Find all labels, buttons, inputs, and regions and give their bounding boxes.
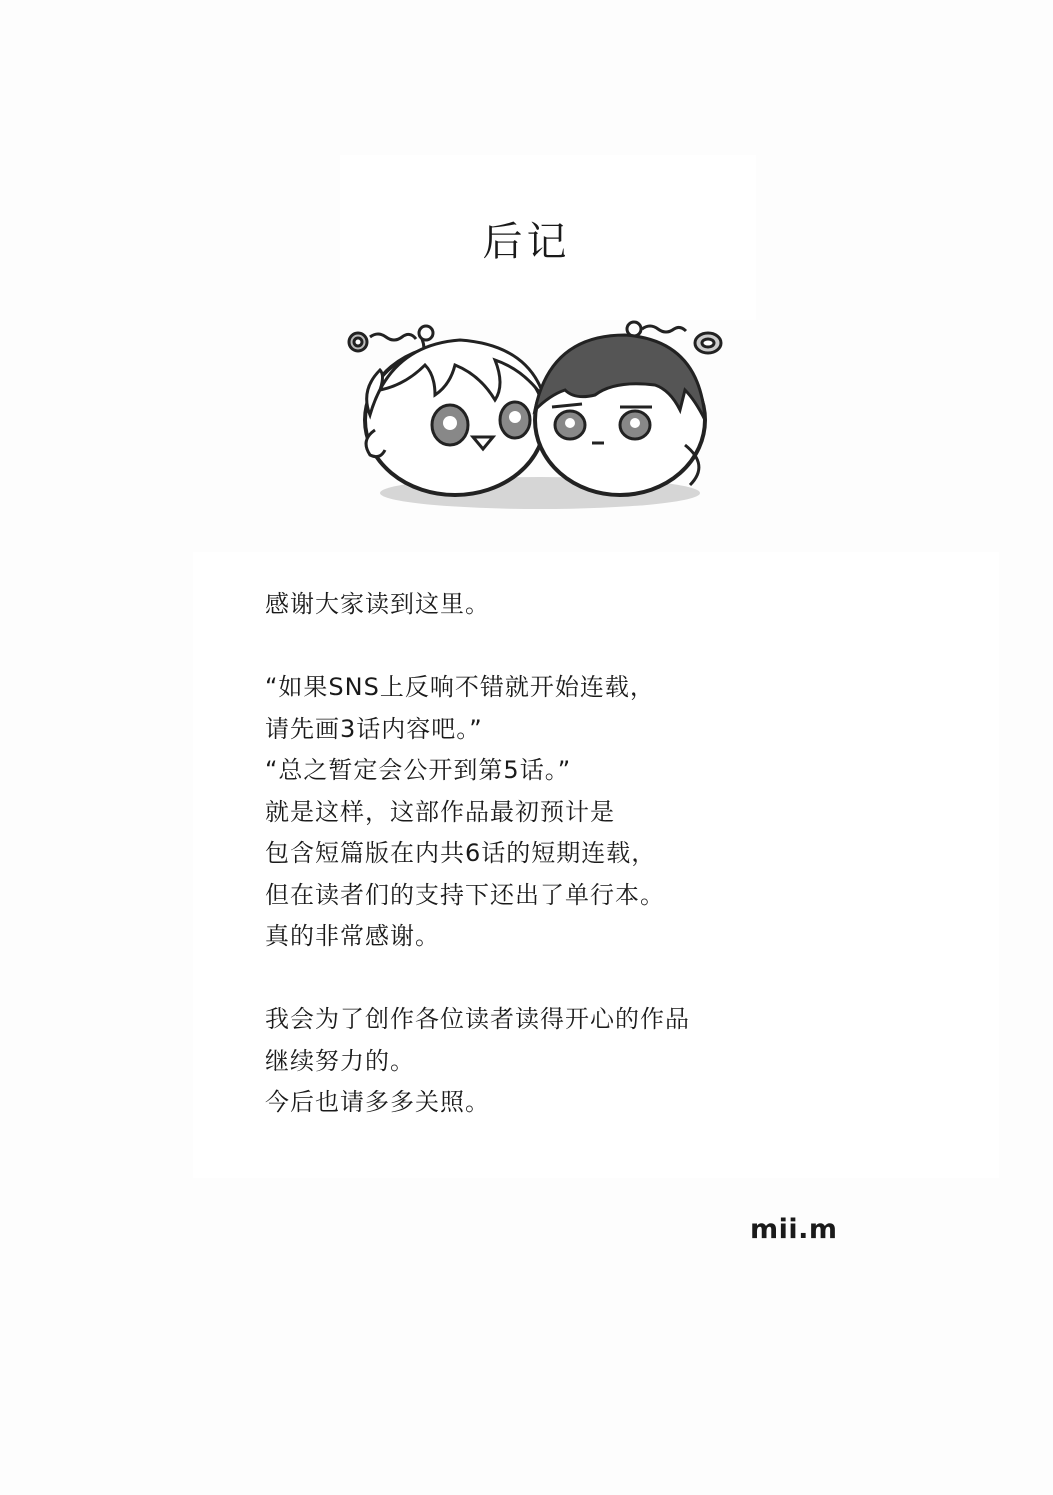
left-character-icon — [365, 340, 545, 495]
page-title: 后记 — [482, 219, 571, 265]
blank-line — [265, 626, 785, 668]
right-character-icon — [535, 335, 705, 495]
paragraph-2-line-6: 但在读者们的支持下还出了单行本。 — [265, 880, 665, 909]
paragraph-1-line-1: 感谢大家读到这里。 — [265, 590, 490, 618]
mascot-illustration — [330, 315, 750, 520]
author-signature: mii.m — [750, 1214, 838, 1245]
paragraph-3-line-2: 继续努力的。 — [265, 1046, 415, 1075]
paragraph-2-line-1: “如果SNS上反响不错就开始连载， — [265, 673, 655, 701]
paragraph-3-line-3: 今后也请多多关照。 — [265, 1088, 490, 1116]
afterword-body — [265, 584, 785, 1124]
paragraph-2-line-3: “总之暂定会公开到第5话。” — [265, 756, 572, 784]
paragraph-3-line-1: 我会为了创作各位读者读得开心的作品 — [265, 1005, 690, 1033]
blank-line — [265, 958, 785, 1000]
paragraph-2-line-2: 请先画3话内容吧。” — [265, 714, 483, 743]
paragraph-2-line-7: 真的非常感谢。 — [265, 922, 440, 950]
paragraph-2-line-5: 包含短篇版在内共6话的短期连载， — [265, 839, 657, 867]
paragraph-2-line-4: 就是这样，这部作品最初预计是 — [265, 797, 615, 826]
